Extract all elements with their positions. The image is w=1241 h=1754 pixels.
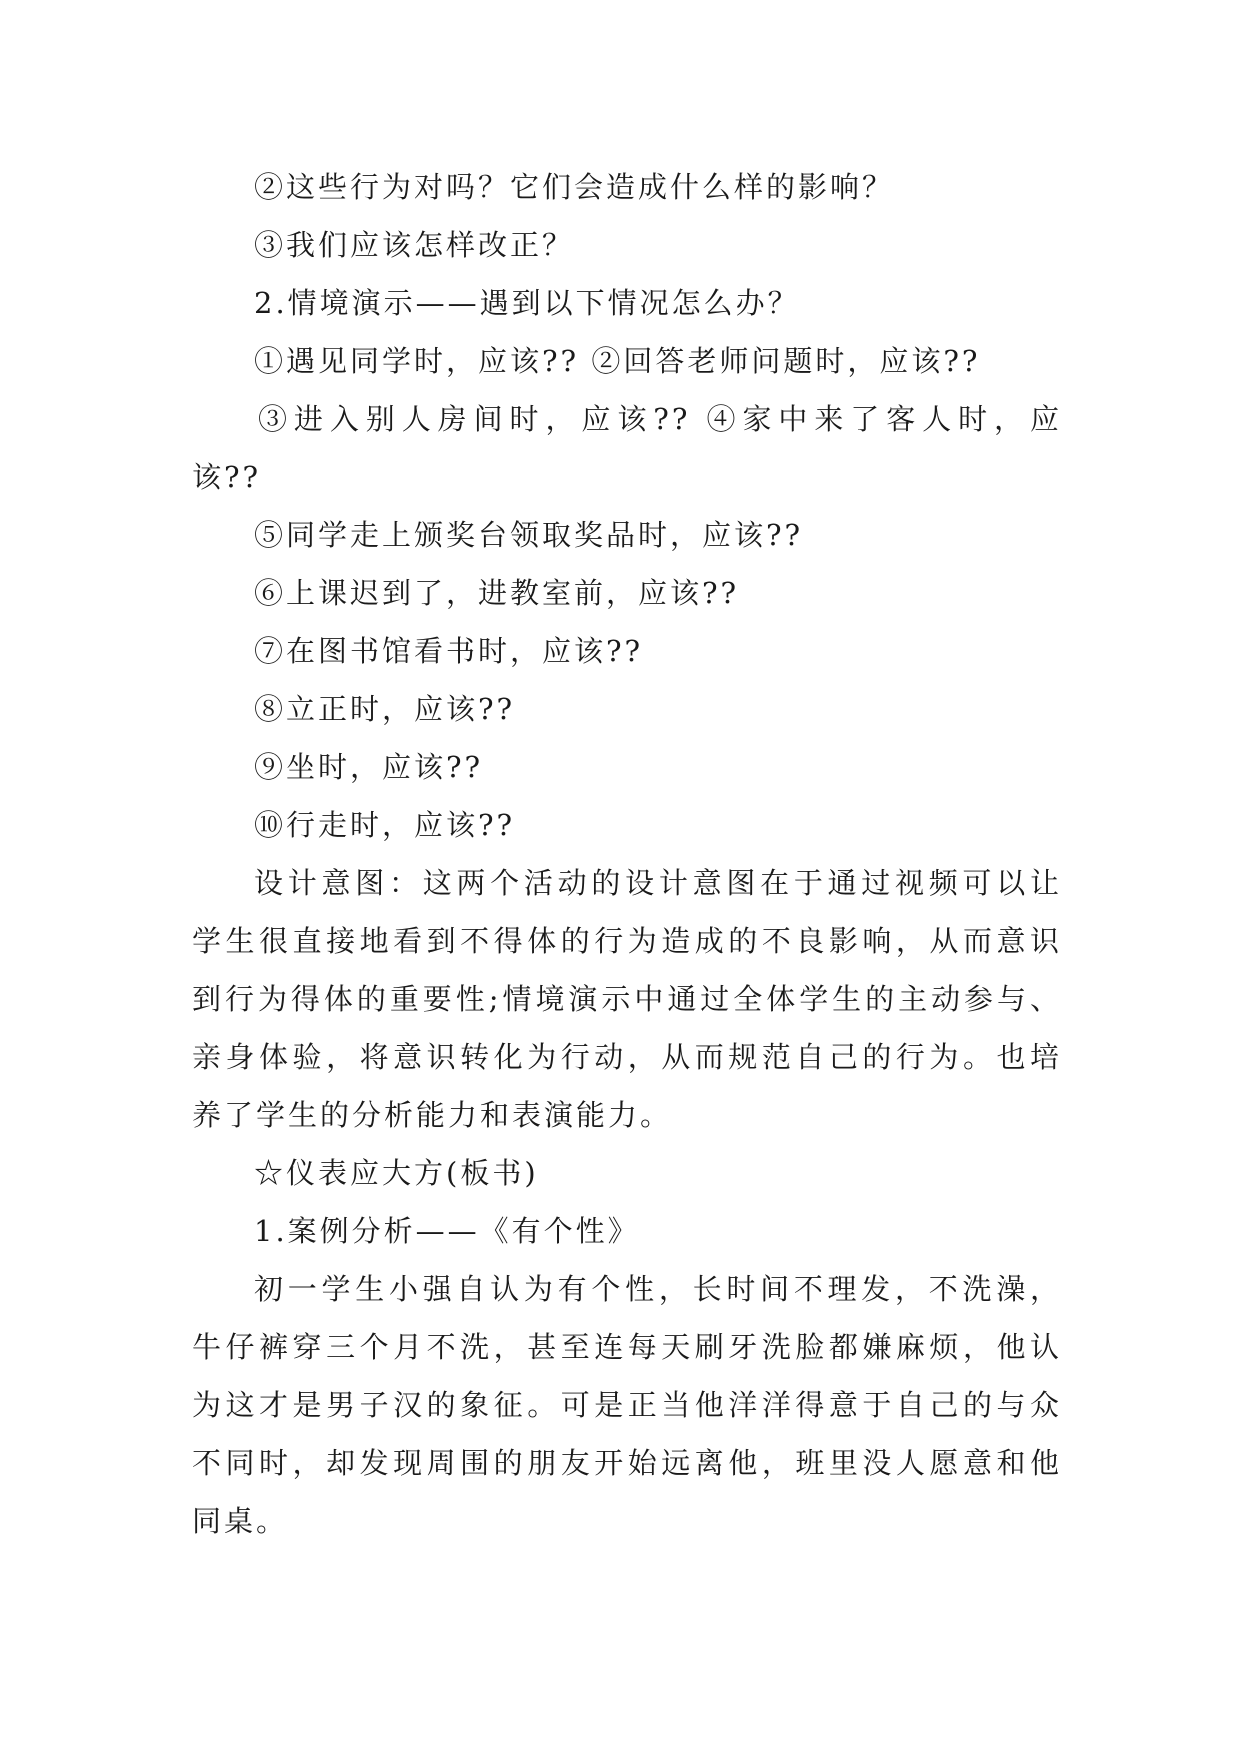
design-intent-paragraph: 养了学生的分析能力和表演能力。: [192, 1098, 673, 1132]
scenario-line: ⑩行走时，应该??: [254, 808, 516, 842]
scenario-line-continuation: 该??: [192, 460, 262, 494]
scenario-line: ⑧立正时，应该??: [254, 692, 516, 726]
scenario-line: ⑤同学走上颁奖台领取奖品时，应该??: [254, 518, 804, 552]
question-line: ②这些行为对吗？它们会造成什么样的影响？: [254, 170, 895, 204]
case-paragraph: 同桌。: [192, 1504, 289, 1538]
scenario-line: ③进入别人房间时，应该?? ④家中来了客人时，应: [258, 402, 1062, 436]
case-paragraph: 不同时，却发现周围的朋友开始远离他，班里没人愿意和他: [192, 1446, 1062, 1480]
case-paragraph: 为这才是男子汉的象征。可是正当他洋洋得意于自己的与众: [192, 1388, 1062, 1422]
design-intent-paragraph: 到行为得体的重要性;情境演示中通过全体学生的主动参与、: [192, 982, 1062, 1016]
scenario-line: ①遇见同学时，应该?? ②回答老师问题时，应该??: [254, 344, 981, 378]
case-paragraph: 牛仔裤穿三个月不洗，甚至连每天刷牙洗脸都嫌麻烦，他认: [192, 1330, 1062, 1364]
design-intent-paragraph: 亲身体验，将意识转化为行动，从而规范自己的行为。也培: [192, 1040, 1062, 1074]
section-heading: 2.情境演示——遇到以下情况怎么办？: [254, 286, 800, 320]
design-intent-paragraph: 设计意图：这两个活动的设计意图在于通过视频可以让: [254, 866, 1062, 900]
section-heading: 1.案例分析——《有个性》: [254, 1214, 640, 1248]
scenario-line: ⑦在图书馆看书时，应该??: [254, 634, 644, 668]
document-body: [192, 158, 1062, 1550]
design-intent-paragraph: 学生很直接地看到不得体的行为造成的不良影响，从而意识: [192, 924, 1062, 958]
question-line: ③我们应该怎样改正？: [254, 228, 575, 262]
scenario-line: ⑨坐时，应该??: [254, 750, 484, 784]
section-heading: ☆仪表应大方(板书): [254, 1156, 539, 1190]
scenario-line: ⑥上课迟到了，进教室前，应该??: [254, 576, 740, 610]
case-paragraph: 初一学生小强自认为有个性，长时间不理发，不洗澡，: [254, 1272, 1062, 1306]
